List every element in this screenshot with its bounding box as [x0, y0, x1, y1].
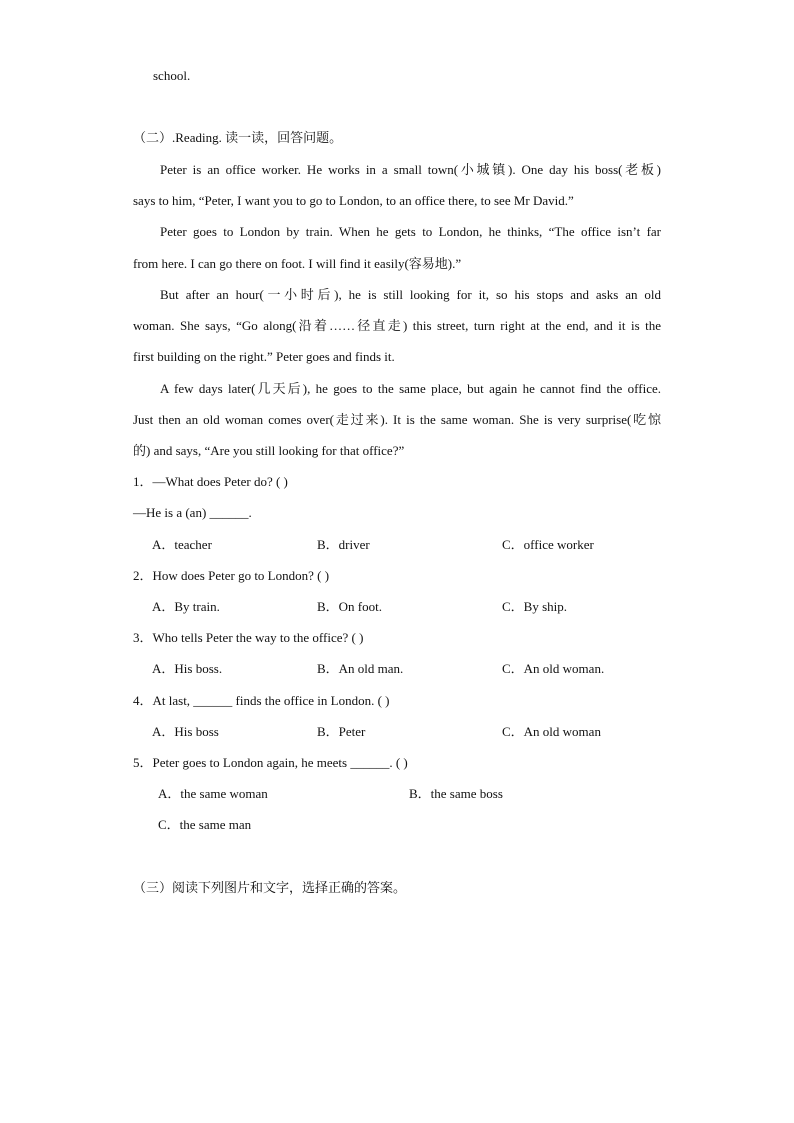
paragraph-line: Just then an old woman comes over(走过来). It is the same woman. She is very surprise(吃惊	[133, 412, 661, 427]
paragraph-line: from here. I can go there on foot. I will find it easily(容易地).”	[133, 256, 462, 271]
option-a[interactable]: A．By train.	[152, 599, 220, 614]
option-b[interactable]: B．An old man.	[317, 661, 404, 676]
option-c[interactable]: C．An old woman	[502, 724, 601, 739]
paragraph-line: Peter goes to London by train. When he gets to London, he thinks, “The office isn’t far	[160, 224, 661, 239]
paragraph-line: 的) and says, “Are you still looking for that office?”	[133, 443, 405, 458]
option-a[interactable]: A．teacher	[152, 537, 212, 552]
question-stem: 1．—What does Peter do? ( )	[133, 474, 288, 489]
option-c[interactable]: C．the same man	[158, 817, 252, 832]
option-a[interactable]: A．the same woman	[158, 786, 268, 801]
question-stem: 3．Who tells Peter the way to the office? ( )	[133, 630, 364, 645]
option-a[interactable]: A．His boss	[152, 724, 219, 739]
option-c[interactable]: C．By ship.	[502, 599, 568, 614]
question-stem: 5．Peter goes to London again, he meets ______. ( )	[133, 755, 408, 770]
paragraph-line: first building on the right.” Peter goes and finds it.	[133, 349, 395, 364]
option-a[interactable]: A．His boss.	[152, 661, 223, 676]
paragraph-line: A few days later(几天后), he goes to the same place, but again he cannot find the office.	[160, 381, 661, 396]
paragraph-line: Peter is an office worker. He works in a small town(小城镇). One day his boss(老板)	[160, 162, 661, 177]
option-b[interactable]: B．the same boss	[409, 786, 503, 801]
option-b[interactable]: B．driver	[317, 537, 370, 552]
paragraph-line: woman. She says, “Go along(沿着……径直走) this street, turn right at the end, and it is the	[133, 318, 661, 333]
paragraph-line: But after an hour(一小时后), he is still looking for it, so his stops and asks an old	[160, 287, 661, 302]
question-stem-line2: —He is a (an) ______.	[133, 505, 252, 520]
paragraph-line: says to him, “Peter, I want you to go to London, to an office there, to see Mr David.”	[133, 193, 574, 208]
question-stem: 4．At last, ______ finds the office in London. ( )	[133, 693, 390, 708]
option-b[interactable]: B．On foot.	[317, 599, 383, 614]
option-c[interactable]: C．office worker	[502, 537, 594, 552]
section-heading-pictures: （三）阅读下列图片和文字，选择正确的答案。	[133, 880, 407, 895]
option-b[interactable]: B．Peter	[317, 724, 366, 739]
section-heading-reading: （二）.Reading. 读一读，回答问题。	[133, 130, 343, 145]
carryover-text: school.	[153, 68, 191, 83]
option-c[interactable]: C．An old woman.	[502, 661, 605, 676]
question-stem: 2．How does Peter go to London? ( )	[133, 568, 330, 583]
